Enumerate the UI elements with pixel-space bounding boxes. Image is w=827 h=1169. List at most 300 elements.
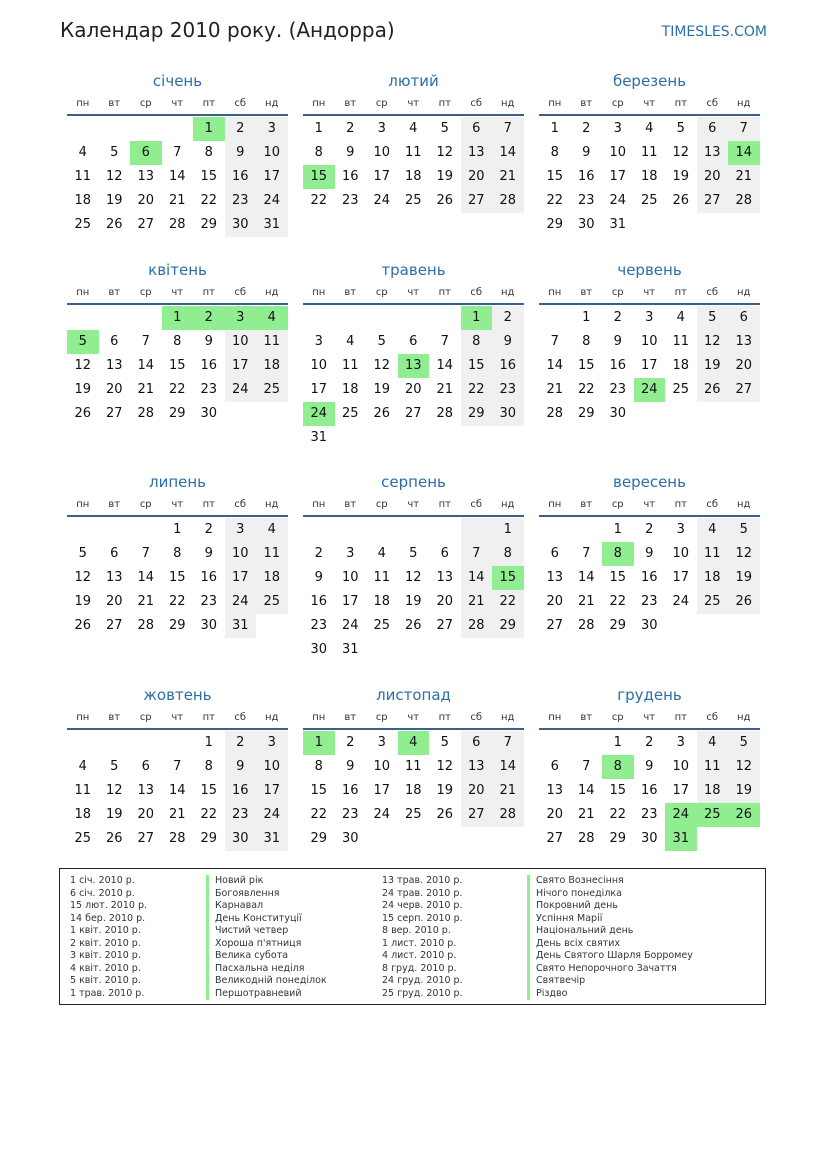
day-cell: 14 [492,141,524,165]
week-row [67,306,288,330]
day-cell: 9 [645,546,654,561]
week-row [539,213,760,237]
day-cell: 1 [492,518,524,542]
day-cell: 27 [461,803,493,827]
day-cell: 29 [200,217,218,232]
day-cell: 9 [314,570,323,585]
day-cell: 7 [728,117,760,141]
day-cell: 19 [404,594,422,609]
day-cell: 8 [204,145,213,160]
weekday-label: вт [108,498,121,510]
week-row [67,803,288,827]
empty-cell [303,306,335,330]
week-row [303,638,524,662]
weekday-label: ср [611,711,624,723]
legend-date: 15 серп. 2010 р. [382,912,463,924]
day-cell: 1 [204,735,213,750]
legend-date: 1 трав. 2010 р. [70,987,145,999]
week-row [67,566,288,590]
day-cell: 16 [609,358,627,373]
header-rule [539,515,760,517]
day-cell: 24 [256,803,288,827]
day-cell: 21 [137,382,155,397]
day-cell: 18 [74,807,92,822]
day-cell: 30 [341,831,359,846]
day-cell: 28 [577,831,595,846]
day-cell: 20 [436,594,454,609]
empty-cell [335,518,367,542]
weekday-header [539,92,760,114]
weekday-label: сб [470,711,483,723]
week-row [303,731,524,755]
week-row [303,803,524,827]
header-rule [303,303,524,305]
weekday-label: ср [139,97,152,109]
weekday-label: нд [265,711,279,723]
week-row [539,330,760,354]
weekday-label: ср [139,286,152,298]
day-cell: 23 [225,189,257,213]
day-cell: 11 [74,783,92,798]
day-cell: 28 [168,217,186,232]
weekday-label: сб [470,286,483,298]
day-cell: 21 [728,165,760,189]
weekday-label: ср [611,286,624,298]
day-cell: 12 [74,358,92,373]
weekday-label: пт [202,97,215,109]
day-cell: 27 [137,217,155,232]
day-cell: 11 [404,759,422,774]
month-name: листопад [376,686,451,704]
month-5 [539,259,760,426]
legend-name: Богоявлення [206,888,327,901]
day-cell: 20 [697,165,729,189]
day-cell: 15 [609,783,627,798]
week-row [303,779,524,803]
day-cell: 25 [640,193,658,208]
legend-date: 14 бер. 2010 р. [70,912,146,924]
day-cell: 1 [613,522,622,537]
weekday-label: нд [501,711,515,723]
legend-name: Новий рік [206,875,327,888]
day-cell: 12 [728,755,760,779]
legend-name: Успіння Марії [527,913,693,926]
weekday-header [539,281,760,303]
day-cell: 18 [256,566,288,590]
day-cell: 2 [346,121,355,136]
weekday-label: пт [202,711,215,723]
legend-date: 15 лют. 2010 р. [70,900,147,911]
empty-cell [130,306,162,330]
weekday-label: чт [171,286,184,298]
day-cell: 6 [110,334,119,349]
day-cell: 26 [728,803,760,827]
day-cell: 26 [373,406,391,421]
day-cell: 2 [204,522,213,537]
day-cell: 20 [728,354,760,378]
day-cell: 5 [409,546,418,561]
weekday-label: нд [265,97,279,109]
weekday-label: нд [737,97,751,109]
day-cell: 18 [256,354,288,378]
day-cell: 19 [436,783,454,798]
day-cell: 5 [440,735,449,750]
day-cell: 30 [577,217,595,232]
weekday-label: ср [375,711,388,723]
weekday-label: пн [548,711,562,723]
day-cell: 28 [436,406,454,421]
day-cell: 1 [162,306,194,330]
week-row [303,426,524,450]
day-cell: 22 [546,193,564,208]
day-cell: 29 [168,406,186,421]
day-cell: 19 [74,382,92,397]
legend-date: 1 січ. 2010 р. [70,875,135,886]
weekday-label: нд [265,286,279,298]
weekday-label: ср [375,97,388,109]
week-row [67,779,288,803]
day-cell: 26 [105,217,123,232]
day-cell: 3 [256,117,288,141]
weekday-label: вт [108,97,121,109]
weekday-label: пт [438,97,451,109]
weekday-header [539,493,760,515]
day-cell: 18 [404,169,422,184]
day-cell: 25 [697,590,729,614]
header-rule [539,728,760,730]
day-cell: 13 [137,783,155,798]
day-cell: 13 [105,570,123,585]
legend-date: 24 черв. 2010 р. [382,900,463,911]
day-cell: 8 [602,755,634,779]
day-cell: 27 [404,406,422,421]
day-cell: 9 [204,334,213,349]
day-cell: 28 [492,803,524,827]
legend-name: Карнавал [206,900,327,913]
day-cell: 26 [672,193,690,208]
weekday-label: нд [501,97,515,109]
day-cell: 3 [377,735,386,750]
week-row [303,755,524,779]
weekday-label: ср [139,498,152,510]
weekday-label: нд [501,498,515,510]
page-title: Календар 2010 року. (Андорра) [60,18,395,42]
day-cell: 31 [341,642,359,657]
day-cell: 25 [404,193,422,208]
day-cell: 6 [461,117,493,141]
day-cell: 23 [577,193,595,208]
day-cell: 21 [137,594,155,609]
day-cell: 25 [74,831,92,846]
empty-cell [99,306,131,330]
day-cell: 4 [256,306,288,330]
day-cell: 4 [377,546,386,561]
day-cell: 13 [546,570,564,585]
day-cell: 24 [609,193,627,208]
day-cell: 19 [373,382,391,397]
legend-name: Різдво [527,988,693,1001]
day-cell: 26 [436,193,454,208]
week-row [67,189,288,213]
day-cell: 15 [200,783,218,798]
day-cell: 13 [461,141,493,165]
day-cell: 4 [676,310,685,325]
weekday-label: пн [312,286,326,298]
day-cell: 24 [303,402,335,426]
day-cell: 31 [225,614,257,638]
week-row [539,402,760,426]
weekday-label: ср [139,711,152,723]
weekday-header [303,92,524,114]
day-cell: 10 [225,542,257,566]
day-cell: 11 [672,334,690,349]
day-cell: 12 [728,542,760,566]
legend-date: 24 груд. 2010 р. [382,975,463,986]
day-cell: 30 [225,827,257,851]
day-cell: 3 [645,310,654,325]
month-name: лютий [388,72,439,90]
day-cell: 8 [314,759,323,774]
day-cell: 27 [461,189,493,213]
week-row [539,566,760,590]
week-row [303,566,524,590]
day-cell: 17 [609,169,627,184]
day-cell: 29 [168,618,186,633]
empty-cell [130,731,162,755]
weekday-label: пт [438,711,451,723]
day-cell: 26 [74,618,92,633]
month-1 [303,70,524,213]
day-cell: 6 [461,731,493,755]
day-cell: 28 [577,618,595,633]
week-row [303,542,524,566]
week-row [539,590,760,614]
legend-date: 1 лист. 2010 р. [382,937,457,949]
weekday-label: пт [202,286,215,298]
day-cell: 1 [550,121,559,136]
day-cell: 7 [582,546,591,561]
legend-names-left [206,875,327,1000]
legend-name: Свято Вознесіння [527,875,693,888]
weekday-header [67,281,288,303]
weekday-label: сб [234,711,247,723]
day-cell: 26 [436,807,454,822]
day-cell: 30 [200,406,218,421]
week-row [67,213,288,237]
day-cell: 4 [78,759,87,774]
day-cell: 7 [461,542,493,566]
day-cell: 14 [546,358,564,373]
weekday-label: нд [737,498,751,510]
empty-cell [162,117,194,141]
month-6 [67,471,288,638]
day-cell: 30 [609,406,627,421]
week-row [303,354,524,378]
weekday-label: нд [265,498,279,510]
day-cell: 13 [546,783,564,798]
day-cell: 8 [550,145,559,160]
weekday-label: чт [407,286,420,298]
day-cell: 5 [697,306,729,330]
day-cell: 6 [141,759,150,774]
site-link[interactable]: TIMESLES.COM [661,24,767,40]
day-cell: 18 [672,358,690,373]
header-rule [67,515,288,517]
empty-cell [539,306,571,330]
day-cell: 27 [697,189,729,213]
week-row [67,518,288,542]
day-cell: 6 [550,759,559,774]
day-cell: 8 [602,542,634,566]
day-cell: 7 [550,334,559,349]
header-rule [67,114,288,116]
header-rule [67,303,288,305]
day-cell: 23 [640,594,658,609]
weekday-label: вт [108,286,121,298]
weekday-header [303,493,524,515]
day-cell: 5 [78,546,87,561]
empty-cell [130,117,162,141]
day-cell: 1 [582,310,591,325]
day-cell: 17 [373,783,391,798]
month-name: квітень [148,261,207,279]
weekday-label: пт [202,498,215,510]
day-cell: 1 [461,306,493,330]
day-cell: 5 [440,121,449,136]
week-row [67,755,288,779]
week-row [303,117,524,141]
month-name: травень [381,261,446,279]
weekday-label: чт [171,97,184,109]
legend-date: 3 квіт. 2010 р. [70,950,141,961]
day-cell: 3 [676,735,685,750]
week-row [539,354,760,378]
day-cell: 20 [404,382,422,397]
legend-name: Велика субота [206,950,327,963]
day-cell: 2 [613,310,622,325]
month-7 [303,471,524,662]
day-cell: 4 [645,121,654,136]
day-cell: 6 [409,334,418,349]
month-9 [67,684,288,851]
day-cell: 2 [582,121,591,136]
day-cell: 15 [310,783,328,798]
week-row [303,614,524,638]
weekday-label: пт [674,286,687,298]
day-cell: 22 [310,807,328,822]
day-cell: 27 [137,831,155,846]
day-cell: 6 [130,141,162,165]
holiday-legend [59,868,766,1005]
week-row [539,779,760,803]
day-cell: 17 [373,169,391,184]
day-cell: 19 [74,594,92,609]
header-rule [539,114,760,116]
week-row [303,189,524,213]
weekday-label: пт [438,286,451,298]
day-cell: 22 [461,378,493,402]
legend-name: Першотравневий [206,988,327,1001]
week-row [303,141,524,165]
day-cell: 3 [676,522,685,537]
day-cell: 10 [672,546,690,561]
day-cell: 6 [110,546,119,561]
day-cell: 20 [105,594,123,609]
day-cell: 18 [341,382,359,397]
month-11 [539,684,760,851]
weekday-label: ср [375,286,388,298]
day-cell: 14 [577,570,595,585]
day-cell: 29 [461,402,493,426]
weekday-label: пн [76,286,90,298]
day-cell: 9 [492,330,524,354]
weekday-label: пн [548,286,562,298]
day-cell: 19 [105,807,123,822]
day-cell: 25 [74,217,92,232]
day-cell: 10 [640,334,658,349]
day-cell: 5 [728,731,760,755]
day-cell: 30 [310,642,328,657]
day-cell: 12 [436,759,454,774]
day-cell: 22 [200,807,218,822]
day-cell: 7 [141,546,150,561]
header-rule [303,515,524,517]
day-cell: 26 [728,590,760,614]
weekday-header [67,92,288,114]
day-cell: 15 [168,358,186,373]
day-cell: 16 [640,783,658,798]
weekday-label: вт [580,498,593,510]
legend-date: 8 груд. 2010 р. [382,962,457,974]
day-cell: 25 [672,382,690,397]
week-row [539,731,760,755]
day-cell: 27 [546,831,564,846]
weekday-header [303,706,524,728]
day-cell: 4 [398,731,430,755]
day-cell: 19 [728,566,760,590]
day-cell: 30 [492,402,524,426]
weekday-header [303,281,524,303]
day-cell: 15 [492,566,524,590]
weekday-label: вт [108,711,121,723]
day-cell: 11 [373,570,391,585]
weekday-label: чт [643,286,656,298]
day-cell: 5 [676,121,685,136]
day-cell: 20 [105,382,123,397]
empty-cell [539,731,571,755]
day-cell: 16 [341,169,359,184]
week-row [303,402,524,426]
legend-name: Чистий четвер [206,925,327,938]
day-cell: 20 [137,807,155,822]
day-cell: 6 [440,546,449,561]
day-cell: 8 [461,330,493,354]
weekday-header [539,706,760,728]
weekday-label: вт [580,286,593,298]
day-cell: 17 [672,570,690,585]
weekday-label: нд [501,286,515,298]
day-cell: 21 [577,594,595,609]
day-cell: 26 [74,406,92,421]
weekday-label: вт [344,498,357,510]
empty-cell [571,518,603,542]
day-cell: 20 [461,779,493,803]
day-cell: 17 [256,779,288,803]
week-row [67,165,288,189]
day-cell: 7 [440,334,449,349]
day-cell: 20 [461,165,493,189]
day-cell: 26 [105,831,123,846]
